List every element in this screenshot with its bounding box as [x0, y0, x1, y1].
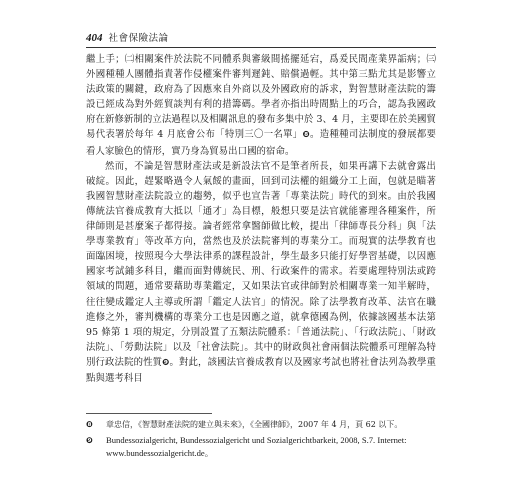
footnotes [86, 418, 436, 463]
footnote-marker: ❽ [86, 420, 93, 429]
header-divider [86, 47, 436, 48]
footnote-text: 章忠信，《智慧財產法院的建立與未來》，《全國律師》，2007 年 4 月，頁 62 以下。 [106, 420, 403, 429]
paragraph-1-text-a: 繼上手；㈡相關案件於法院不同體系與審級間搖擺延宕，爲爰民間產業界詬病；㈢外國種種人團體指責著作侵權案件審判遲鈍、賠償過輕。其中第三點尤其是影響立法政策的關鍵，政府為了因應來自外商以及外國政府的訴求，對智慧財產法院的籌設已經成為對外經貿談判有利的措籌碼。學者亦指出時間點上的巧合，認為我國政府在新修新制的立法過程以及相關訊息的發布多集中於 3、4 月，主要即在於美國貿易代表署於每年 4 月底會公布「特別三〇一名單」 [86, 54, 436, 141]
footnote-text: Bundessozialgericht, Bundessozialgericht und Sozialgerichtbarkeit, 2008, S.7. Internet: www.bundessozialgericht.de。 [106, 435, 407, 458]
page-number: 404 [86, 32, 103, 44]
paragraph-2-text-a: 然而，不論是智慧財產法或是新設法官不是筆者所長，如果再講下去就會露出破綻。因此，趕緊略過令人氣餒的畫面，回到司法權的組織分工上面，包就是瞄著我國智慧財產法院設立的趨勢，似乎也宣告著「專業法院」時代的到來。由於我國傳統法官養成教育大抵以「通才」為目標，般想只要是法官就能審理各種案件，所律師則是甚麼案子都得接。論者經常拿醫師做比較，提出「律師專長分科」與「法學專業教育」等改革方向，當然也及於法院審判的專業分工。而現實的法學教育也面臨困境，按照現今大學法律系的課程設計，學生最多只能打好學習基礎，以因應國家考試鋪多科目，繼而面對傳統民、刑、行政案件的需求。若要處理特別法或跨領域的問題，通常要藉助專業鑑定，又如果法官或律師對於相關專業一知半解時，往往變成鑑定人主導或所謂「鑑定人法官」的情況。除了法學教育改革、法官在職進修之外，審判機構的專業分工也是因應之道，就拿德國為例，依據該國基本法第 95 條第 1 項的規定，分別設置了五類法院體系：「普通法院」、「行政法院」、「財政法院」、「勞動法院」以及「社會法院」。其中的財政與社會兩個法院體系可理解為特別行政法院的性質 [86, 160, 436, 368]
footnote-8 [86, 418, 436, 431]
paragraph-1-text-b: 。造種種司法制度的發展都要看人家臉色的情形，實乃身為貿易出口國的宿命。 [86, 129, 436, 157]
paragraph-2-text-b: 。對此，該國法官養成教育以及國家考試也將社會法列為教學重點與選考科目 [86, 356, 436, 384]
book-title: 社會保險法論 [108, 33, 169, 44]
footnote-9 [86, 434, 436, 460]
main-text [86, 52, 436, 386]
note-reference-8: ❽ [302, 130, 311, 141]
running-header [86, 32, 169, 45]
footnote-divider [86, 413, 212, 414]
paragraph-1 [86, 52, 436, 159]
note-reference-9: ❾ [162, 357, 170, 368]
footnote-marker: ❾ [86, 436, 93, 445]
paragraph-2 [86, 159, 436, 386]
